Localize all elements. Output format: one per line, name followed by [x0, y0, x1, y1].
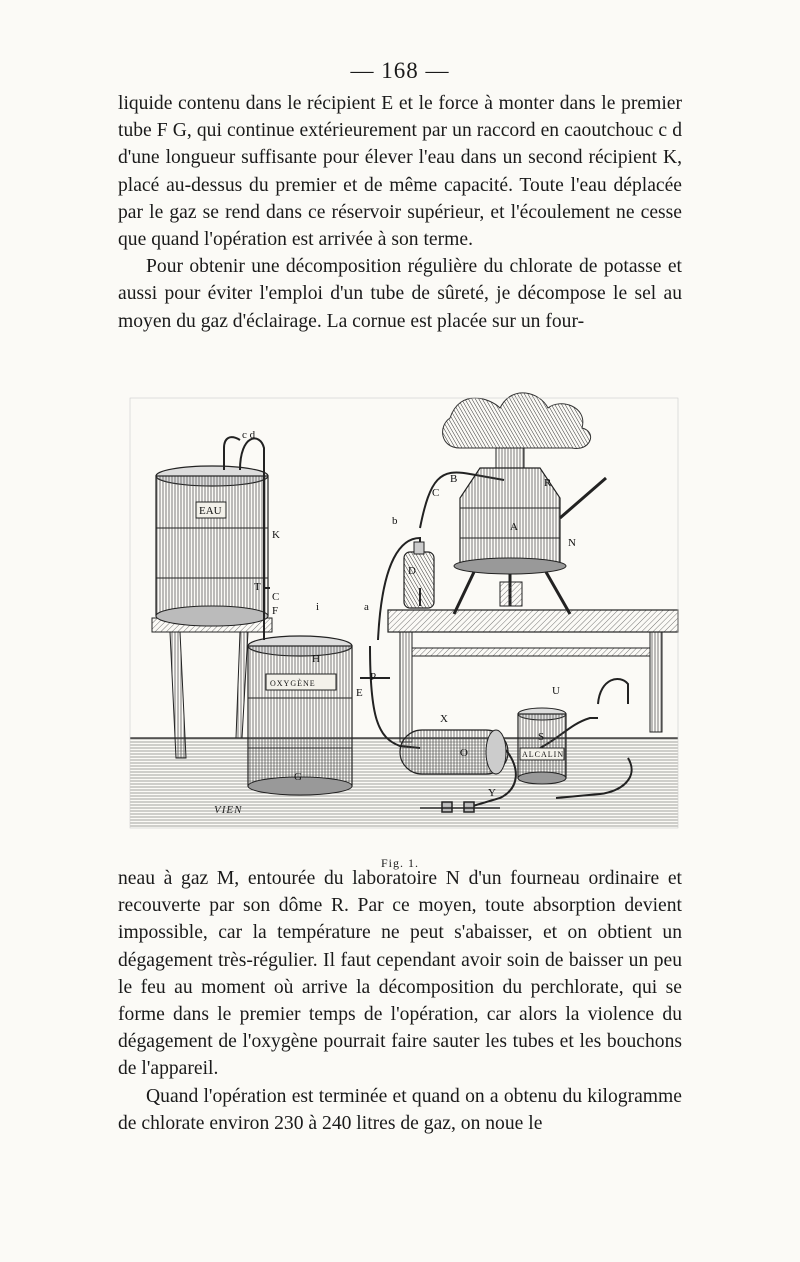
apparatus-engraving [120, 378, 682, 854]
label-k: K [272, 529, 280, 541]
paragraph: neau à gaz M, entourée du laboratoire N d'un fourneau ordinaire et recouverte par son dôme R. Par ce moyen, toute absorption devient impossible, car la température ne peut s'abaisser, et on obtient un dégagement très-régulier. Il faut cependant avoir soin de baisser un peu le feu au moment où arrive la décomposition du perchlorate, qui se forme dans le premier temps de l'opération, car alors la violence du dégagement de l'oxygène pourrait faire sauter les tubes et les bouchons de l'appareil. [118, 868, 682, 1080]
text-block-bottom [118, 865, 682, 1137]
label-n: N [568, 537, 576, 549]
oxygen-gasometer [248, 636, 363, 795]
paragraph: liquide contenu dans le récipient E et le force à monter dans le premier tube F G, qui continue extérieurement par un raccord en caoutchouc c d d'une longueur suffisante pour élever l'eau dans un second récipient K, placé au-dessus du premier et de même capacité. Toute l'eau déplacée par le gaz se rend dans ce réservoir supérieur, et l'écoulement ne cesse que quand l'opération est arrivée à son terme. [118, 93, 682, 251]
purifier-o [400, 713, 508, 774]
label-y: Y [488, 787, 496, 799]
apparatus-illustration [120, 378, 682, 854]
label-t: T [254, 581, 261, 593]
label-f: F [272, 605, 279, 617]
label-b-small: b [392, 515, 398, 527]
label-p: P [370, 671, 377, 683]
label-o: O [460, 747, 468, 759]
paragraph: Quand l'opération est terminée et quand on a obtenu du kilogramme de chlorate environ 230 à 240 litres de gaz, on noue le [118, 1085, 682, 1134]
label-g: G [294, 771, 302, 783]
label-a-small: a [364, 601, 369, 613]
label-b-upper: B [450, 473, 458, 485]
label-alcalin: ALCALIN [522, 750, 565, 759]
label-d: D [408, 565, 416, 577]
figure-caption: Fig. 1. [380, 856, 419, 870]
label-h: H [312, 653, 320, 665]
furnace-a [432, 393, 606, 614]
label-e: E [356, 687, 363, 699]
label-c-upper: C [432, 487, 440, 499]
label-eau: EAU [199, 505, 222, 517]
page-number: — 168 — [350, 58, 450, 83]
water-reservoir-k [156, 466, 280, 626]
label-s: S [538, 731, 545, 743]
label-cd: c d [242, 429, 256, 441]
label-u: U [552, 685, 560, 697]
artist-signature: VIEN [214, 804, 243, 816]
label-oxygene: OXYGÈNE [270, 679, 316, 688]
label-i: i [316, 601, 320, 613]
label-x: X [440, 713, 448, 725]
label-r: R [544, 477, 552, 489]
wash-bottle-d [404, 542, 434, 608]
text-block-top [118, 90, 682, 335]
label-c: C [272, 591, 280, 603]
paragraph: Pour obtenir une décomposition régulière du chlorate de potasse et aussi pour éviter l'emploi d'un tube de sûreté, je décompose le sel au moyen du gaz d'éclairage. La cornue est placée sur un four- [118, 256, 682, 332]
label-a-upper: A [510, 521, 518, 533]
